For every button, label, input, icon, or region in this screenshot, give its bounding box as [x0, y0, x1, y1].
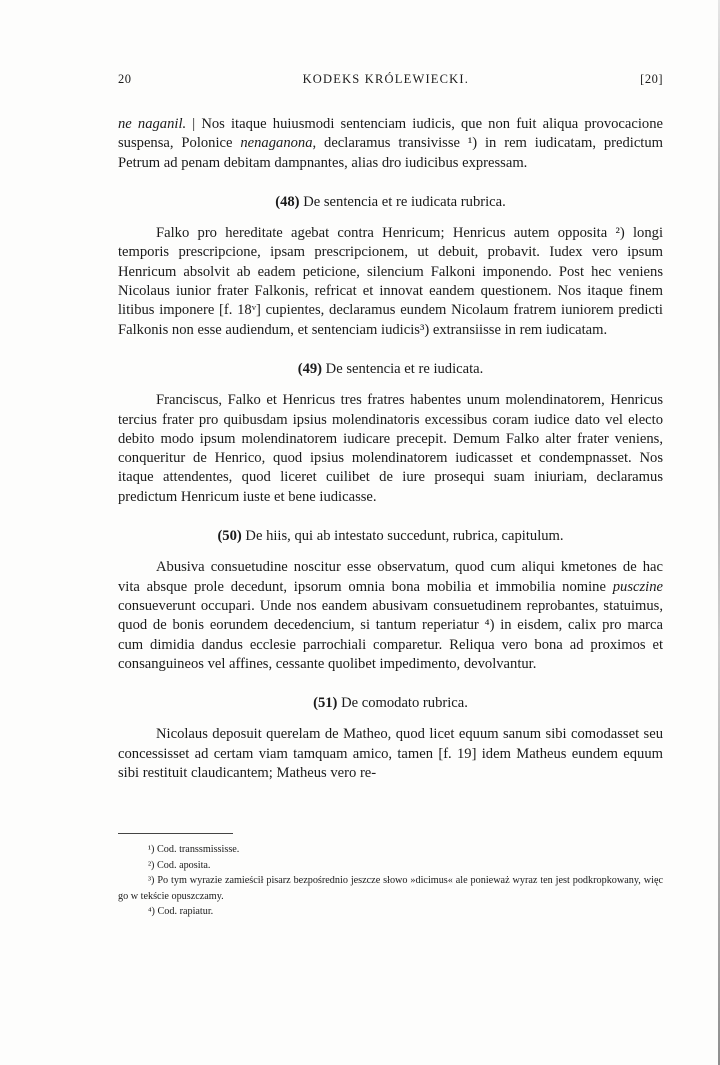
section-paragraph-48 — [118, 224, 663, 340]
footnote-3: ³) Po tym wyrazie zamieścił pisarz bezpośrednio jeszcze słowo »dicimus« ale ponieważ wyraz ten jest podkropkowany, więc go w tekście opuszczamy. — [118, 875, 663, 902]
s51-text-a: Nicolaus deposuit querelam de Matheo, quod licet equum sanum sibi comodasset seu concessisset ad certam viam tamquam amico, tamen — [118, 726, 663, 762]
section-heading-49 — [118, 360, 663, 379]
section-heading-48 — [118, 193, 663, 212]
section-paragraph-51 — [118, 725, 663, 783]
section-number-49: (49) — [297, 360, 323, 377]
bracket-page-number: [20] — [640, 72, 663, 86]
section-paragraph-49: Franciscus, Falko et Henricus tres fratres habentes unum molendinatorem, Henricus tercius frater pro quibusdam ipsius molendinatoris excessibus coram iudice dato vel electo debito modo ipsum molendinatorem iudicare precepit. Demum Falko alter frater veniens, conqueritur de Henrico, quod ipsius molendinatorem iudicasset et condempnasset. Nos itaque attendentes, quod liceret cuilibet de iure prosequi suam iniuriam, declaramus predictum Henricum iuste et bene iudicasse. — [118, 392, 663, 505]
footnote-ref-3: ³) — [419, 321, 430, 338]
section-number-48: (48) — [275, 193, 300, 210]
s48-text-a: Falko pro hereditate agebat contra Henricum; Henricus autem opposita — [156, 225, 616, 242]
footnote-separator — [118, 833, 233, 834]
intro-text-b: , declaramus transivisse — [312, 135, 468, 152]
footnote-4: ⁴) Cod. rapiatur. — [148, 906, 214, 918]
section-heading-50 — [118, 527, 663, 546]
s48-text-c: cupientes, declaramus eundem Nicolaum fratrem iuniorem predicti Falkonis non esse audiendum, et sentenciam iudicis — [118, 302, 663, 338]
intro-text-c: in rem iudicatam, predictum Petrum ad penam debitam dampnantes, alias dro iudicibus expressam. — [118, 135, 664, 171]
section-heading-51 — [118, 694, 663, 713]
s51-text-b: idem Matheus eundem equum sibi restituit claudicantem; Matheus vero re- — [118, 745, 663, 782]
s48-text-d: extransiisse in rem iudicatam. — [429, 321, 608, 338]
folio-marker-18v: [f. 18ᵛ] — [219, 302, 261, 319]
section-title-49: De sentencia et re iudicata. — [322, 360, 484, 377]
section-title-50: De hiis, qui ab intestato succedunt, rubrica, capitulum. — [241, 528, 564, 545]
s50-text-b: consueverunt occupari. Unde nos eandem abusivam consuetudinem reprobantes, statuimus, quod de bonis eorundem decedencium, si tantum reperiatur — [118, 597, 663, 634]
section-number-50: (50) — [217, 528, 242, 545]
section-paragraph-50 — [118, 558, 663, 674]
book-page — [118, 72, 663, 920]
intro-paragraph — [118, 115, 663, 173]
folio-marker-19: [f. 19] — [438, 745, 477, 762]
section-title-48: De sentencia et re iudicata rubrica. — [299, 193, 506, 210]
footnote-2: ²) Cod. aposita. — [148, 859, 211, 871]
s48-text-b: longi temporis prescripcione, ipsam prescripcionem, ut debuit, probavit. Iudex vero ipsum Henricum absolvit ab eadem peticione, silencium Falkoni imponendo. Post hec veniens Nicolaus iunior frater Falkonis, refricat et innovat eandem questionem. Nos itaque finem litibus imponere — [118, 225, 663, 319]
section-title-51: De comodato rubrica. — [337, 695, 468, 712]
intro-text-a: | Nos itaque huiusmodi sentenciam iudicis, que non fuit aliqua provocacione suspensa, Polonice — [118, 116, 663, 152]
footnote-1: ¹) Cod. transsmississe. — [148, 844, 240, 856]
s50-italic-word: pusczine — [612, 578, 663, 595]
intro-italic-start: ne naganil. — [118, 116, 187, 132]
section-number-51: (51) — [313, 695, 338, 712]
footnote-ref-2: ²) — [615, 225, 625, 242]
footnote-ref-4: ⁴) — [484, 617, 495, 634]
footnote-ref-1: ¹) — [467, 135, 478, 152]
s50-text-a: Abusiva consuetudine noscitur esse observatum, quod cum aliqui kmetones de hac vita absque prole decedunt, ipsorum omnia bona mobilia et immobilia nomine — [118, 559, 663, 595]
running-header — [118, 72, 663, 87]
running-title: KODEKS KRÓLEWIECKI. — [302, 72, 470, 86]
page-number: 20 — [118, 72, 132, 86]
intro-italic-word: nenaganona — [240, 135, 313, 152]
s50-text-c: in eisdem, calix pro marca cum dimidia dandus ecclesie parrochiali comparetur. Reliqua vero bona ad proximos et consanguineos vel affines, cessante quolibet impedimento, devolvantur. — [118, 617, 663, 672]
